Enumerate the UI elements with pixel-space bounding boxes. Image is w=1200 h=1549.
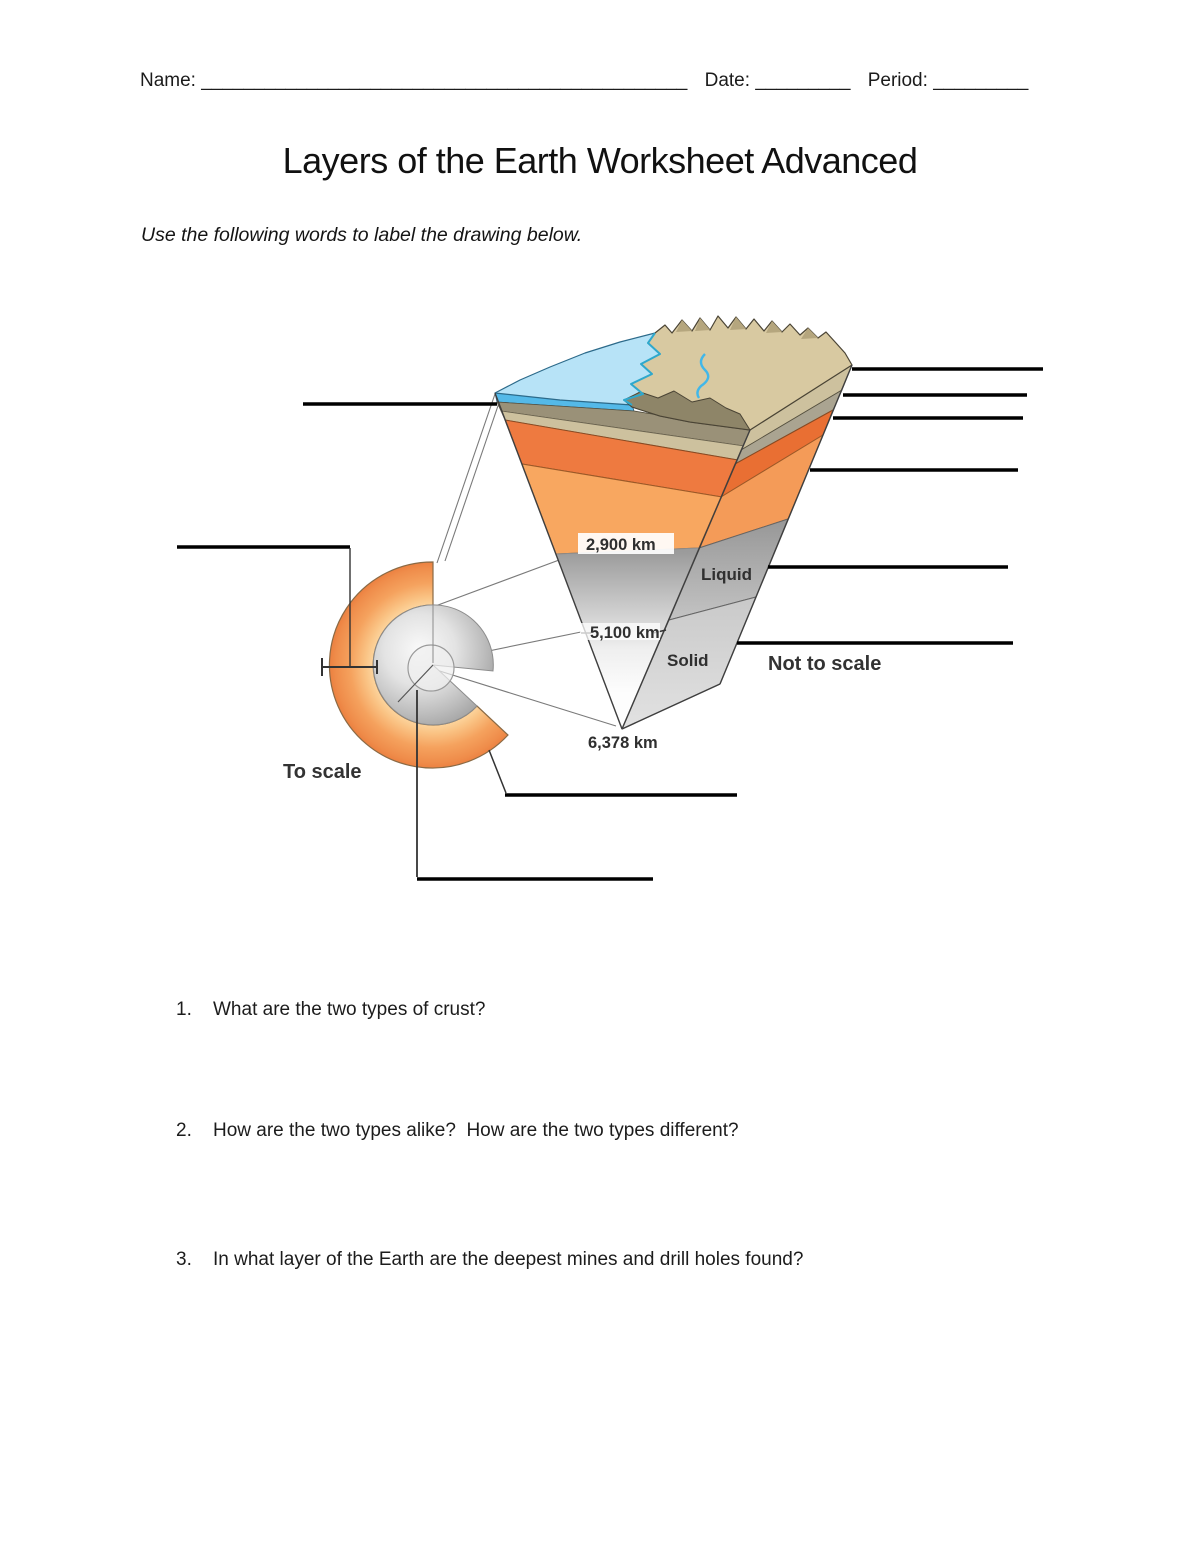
not-to-scale-label: Not to scale bbox=[768, 653, 882, 675]
to-scale-label: To scale bbox=[283, 761, 362, 783]
name-label: Name: bbox=[140, 70, 196, 91]
question-1-number: 1. bbox=[176, 999, 192, 1020]
depth-5100-label: 5,100 km bbox=[590, 624, 660, 642]
to-scale-globe bbox=[329, 562, 508, 768]
instruction-text: Use the following words to label the drawing below. bbox=[141, 224, 583, 246]
date-label: Date: bbox=[704, 70, 751, 91]
date-blank-line: _________ bbox=[755, 70, 851, 91]
solid-label: Solid bbox=[667, 651, 709, 670]
liquid-label: Liquid bbox=[701, 565, 752, 584]
question-1-text: What are the two types of crust? bbox=[213, 999, 486, 1020]
question-1 bbox=[176, 999, 485, 1021]
period-blank-line: _________ bbox=[933, 70, 1029, 91]
question-2-text: How are the two types alike? How are the two types different? bbox=[213, 1120, 739, 1141]
depth-2900-label: 2,900 km bbox=[586, 536, 656, 554]
question-3 bbox=[176, 1249, 803, 1271]
name-blank-line: ______________________________________________ bbox=[201, 70, 688, 91]
earth-layers-diagram bbox=[0, 310, 1200, 890]
question-3-number: 3. bbox=[176, 1249, 192, 1270]
question-3-text: In what layer of the Earth are the deepest mines and drill holes found? bbox=[213, 1249, 804, 1270]
period-label: Period: bbox=[867, 70, 928, 91]
question-2-number: 2. bbox=[176, 1120, 192, 1141]
page-title: Layers of the Earth Worksheet Advanced bbox=[282, 140, 918, 181]
depth-6378-label: 6,378 km bbox=[588, 734, 658, 752]
question-2 bbox=[176, 1120, 739, 1142]
header-row bbox=[140, 70, 1070, 92]
